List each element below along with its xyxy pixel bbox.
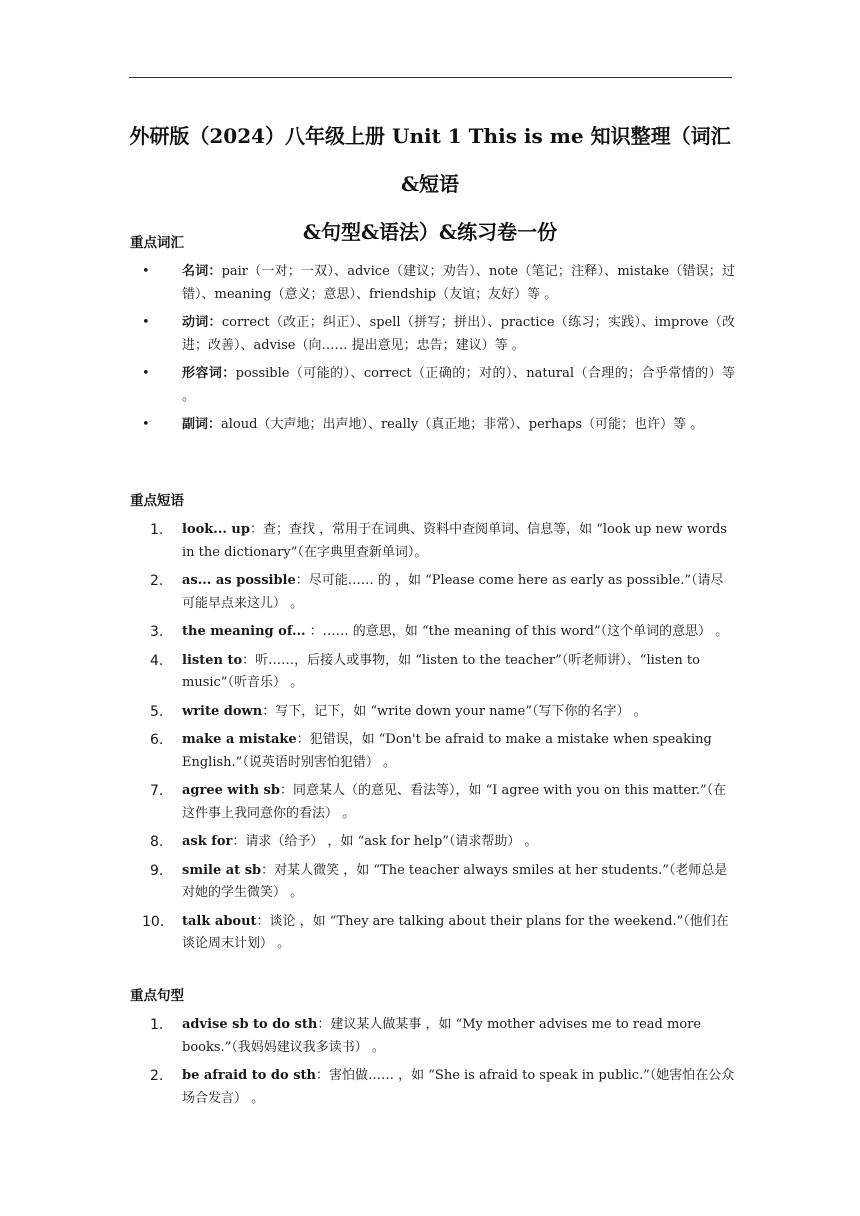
vocab-heading: 重点词汇 — [130, 235, 184, 251]
phrase-item — [130, 780, 735, 825]
vocab-item — [130, 261, 735, 306]
vocab-item — [130, 414, 735, 437]
phrase-term: talk about — [182, 913, 257, 929]
phrase-text: ：写下，记下，如 “write down your name”（写下你的名字） 。 — [262, 703, 647, 719]
phrase-item — [130, 519, 735, 564]
item-number: 6. — [150, 732, 164, 748]
header-rule — [129, 77, 732, 78]
vocab-term: 动词： — [182, 315, 222, 330]
vocab-text: correct（改正；纠正）、spell（拼写；拼出）、practice（练习；实践）、improve（改进；改善）、advise（向…… 提出意见；忠告；建议）等 。 — [182, 315, 735, 353]
vocab-section — [130, 233, 735, 443]
sentence-text: ：建议某人做某事 ，如 “My mother advises me to read more books.”（我妈妈建议我多读书） 。 — [182, 1017, 702, 1055]
phrase-item — [130, 729, 735, 774]
vocab-text: possible（可能的）、correct（正确的；对的）、natural（合理的；合乎常情的）等 。 — [182, 366, 735, 404]
phrase-text: ：听……，后接人或事物，如 “listen to the teacher”（听老师讲）、“listen to music”（听音乐） 。 — [182, 652, 700, 690]
phrase-term: the meaning of... — [182, 624, 306, 639]
phrase-text: ：查；查找 ，常用于在词典、资料中查阅单词、信息等，如 “look up new words in the dictionary”（在字典里查新单词）。 — [182, 522, 727, 560]
phrase-term: make a mistake — [182, 732, 297, 747]
phrase-term: look... up — [182, 522, 250, 537]
phrase-term: smile at sb — [182, 862, 262, 878]
bullet-icon: • — [142, 417, 150, 432]
vocab-term: 副词： — [182, 417, 222, 432]
item-number: 2. — [150, 573, 164, 589]
sentence-item — [130, 1065, 735, 1110]
sentences-section — [130, 986, 735, 1116]
vocab-text: aloud（大声地；出声地）、really（真正地；非常）、perhaps（可能；也许）等 。 — [221, 417, 704, 432]
phrases-heading: 重点短语 — [130, 493, 184, 509]
phrase-text: ：谈论 ，如 “They are talking about their plans for the weekend.”（他们在谈论周末计划） 。 — [182, 913, 729, 951]
vocab-list — [130, 261, 735, 437]
phrase-term: listen to — [182, 652, 243, 668]
phrase-text: ：尽可能…… 的 ，如 “Please come here as early as possible.”（请尽可能早点来这儿） 。 — [182, 573, 724, 611]
item-number: 9. — [150, 862, 164, 879]
title-line-2: &句型&语法）&练习卷一份 — [302, 220, 558, 244]
phrases-section — [130, 491, 735, 962]
vocab-term: 名词： — [182, 264, 222, 279]
phrase-term: ask for — [182, 834, 233, 849]
item-number: 1. — [150, 1017, 164, 1033]
item-number: 10. — [142, 913, 165, 930]
phrases-list — [130, 519, 735, 956]
phrase-text: ：同意某人（的意见、看法等），如 “I agree with you on this matter.”（在这件事上我同意你的看法） 。 — [182, 783, 727, 821]
item-number: 8. — [150, 834, 164, 850]
phrase-text: ：…… 的意思，如 “the meaning of this word”（这个单词的意思） 。 — [305, 624, 729, 639]
item-number: 3. — [150, 624, 164, 640]
sentences-heading: 重点句型 — [130, 988, 184, 1004]
phrase-item — [130, 570, 735, 615]
phrase-item — [130, 621, 735, 644]
sentence-term: be afraid to do sth — [182, 1068, 316, 1083]
sentence-text: ：害怕做…… ，如 “She is afraid to speak in public.”（她害怕在公众场合发言） 。 — [182, 1068, 735, 1106]
phrase-item — [130, 701, 735, 724]
phrase-text: ：请求（给予） ，如 “ask for help”（请求帮助） 。 — [232, 834, 538, 849]
bullet-icon: • — [142, 366, 150, 381]
phrase-term: write down — [182, 703, 263, 719]
item-number: 2. — [150, 1068, 164, 1084]
phrase-item — [130, 650, 735, 695]
bullet-icon: • — [142, 315, 150, 330]
vocab-text: pair（一对；一双）、advice（建议；劝告）、note（笔记；注释）、mistake（错误；过错）、meaning（意义；意思）、friendship（友谊；友好）等 。 — [182, 264, 735, 302]
item-number: 1. — [150, 522, 164, 538]
vocab-term: 形容词： — [182, 366, 236, 381]
vocab-item — [130, 312, 735, 357]
bullet-icon: • — [142, 264, 150, 279]
sentence-item — [130, 1014, 735, 1059]
phrase-item — [130, 860, 735, 905]
phrase-item — [130, 831, 735, 854]
item-number: 5. — [150, 703, 164, 720]
phrase-text: ：犯错误，如 “Don't be afraid to make a mistake when speaking English.”（说英语时别害怕犯错） 。 — [182, 732, 712, 770]
phrase-text: ：对某人微笑 ，如 “The teacher always smiles at her students.”（老师总是对她的学生微笑） 。 — [182, 862, 728, 900]
phrase-term: agree with sb — [182, 783, 280, 798]
title-line-1: 外研版（2024）八年级上册 Unit 1 This is me 知识整理（词汇&短语 — [129, 124, 731, 196]
sentence-term: advise sb to do sth — [182, 1017, 318, 1032]
vocab-item — [130, 363, 735, 408]
item-number: 7. — [150, 783, 164, 799]
phrase-item — [130, 911, 735, 956]
sentences-list — [130, 1014, 735, 1110]
phrase-term: as... as possible — [182, 573, 296, 588]
item-number: 4. — [150, 652, 164, 669]
